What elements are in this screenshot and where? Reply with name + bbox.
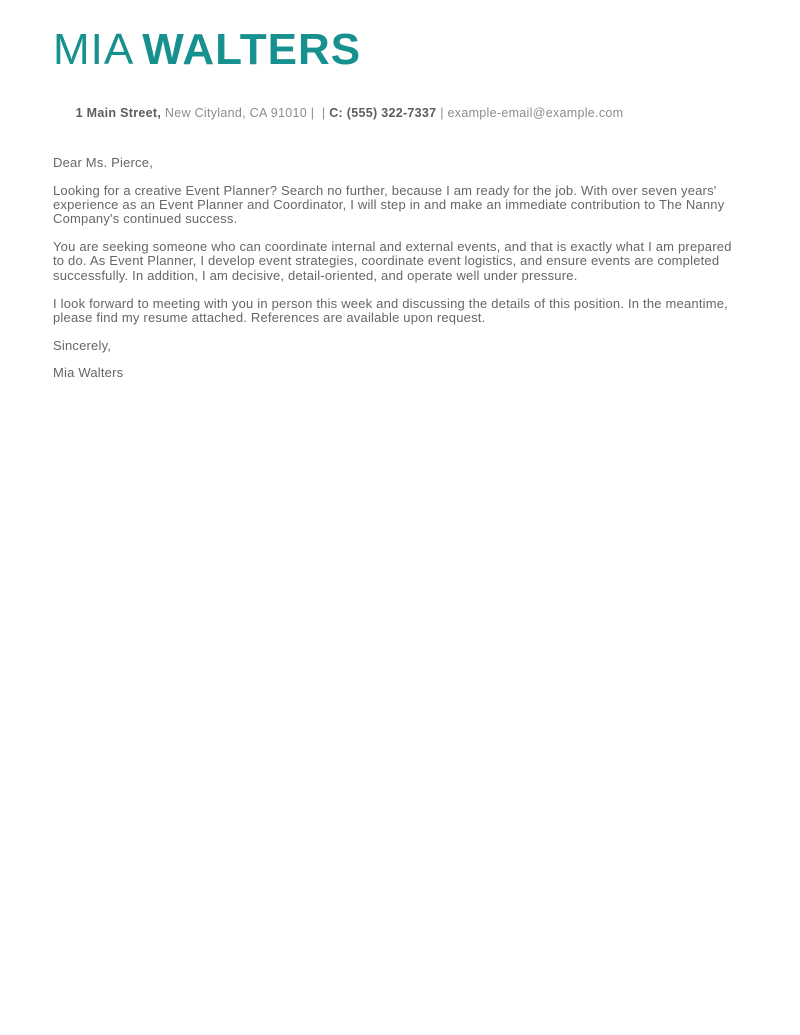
candidate-name (53, 26, 742, 84)
candidate-last-name: WALTERS (142, 25, 362, 74)
contact-email: example-email@example.com (447, 106, 624, 120)
letter-signature: Mia Walters (53, 365, 124, 381)
contact-city: New Cityland, CA 91010 (161, 106, 307, 120)
letter-closing: Sincerely, (53, 337, 112, 353)
letter-paragraph: I look forward to meeting with you in person this week and discussing the details of this position. In the meantime, please find my resume attached. References are available upon request. (53, 295, 728, 325)
contact-info (53, 92, 742, 134)
letter-greeting: Dear Ms. Pierce, (53, 155, 154, 170)
contact-phone: C: (555) 322-7337 (329, 106, 437, 120)
candidate-first-name: MIA (53, 25, 135, 74)
contact-street: 1 Main Street, (75, 106, 162, 120)
letter-header (53, 26, 742, 134)
contact-separator-1: | | (307, 106, 330, 120)
contact-separator-2: | (436, 106, 448, 120)
letter-body (53, 156, 743, 381)
letter-paragraph: You are seeking someone who can coordinate internal and external events, and that is exactly what I am prepared to do. As Event Planner, I develop event strategies, coordinate event logistics, and ensure events are completed successfully. In addition, I am decisive, detail-oriented, and operate well under pressure. (53, 239, 732, 283)
letter-paragraph: Looking for a creative Event Planner? Search no further, because I am ready for the job. With over seven years' experience as an Event Planner and Coordinator, I will step in and make an immediate contribution to The Nanny Company's continued success. (53, 182, 725, 227)
